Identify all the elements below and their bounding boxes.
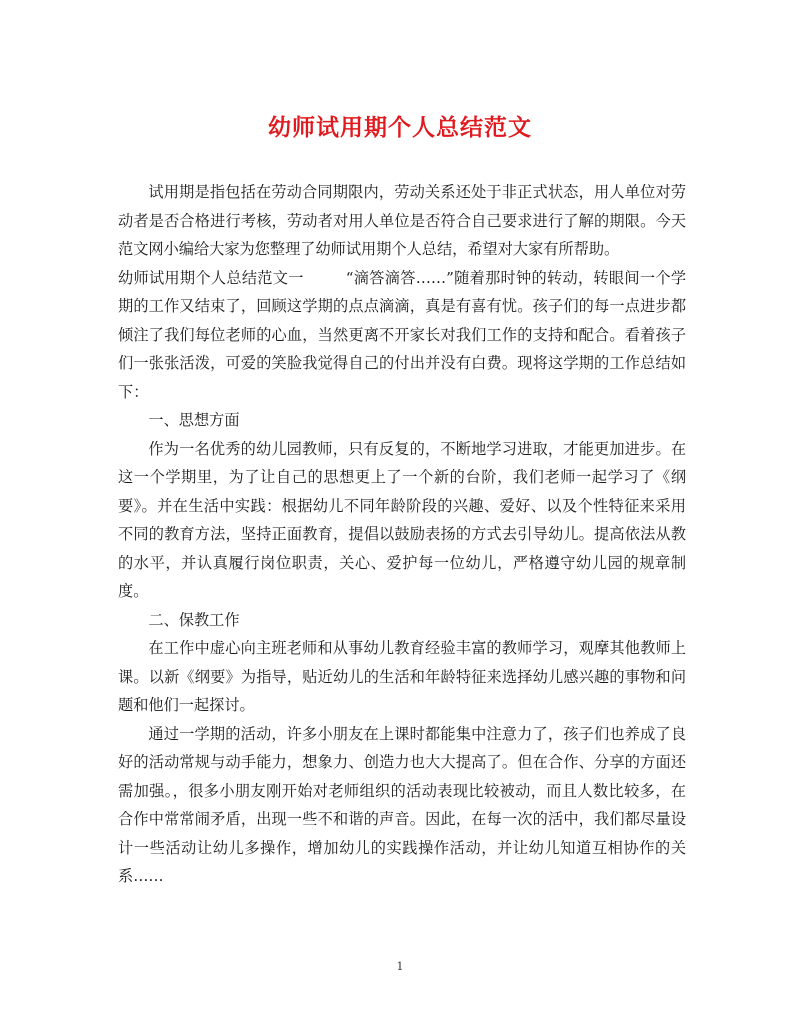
page-number: 1	[396, 960, 404, 973]
section-heading-thought: 一、思想方面	[148, 411, 240, 429]
section-text-care-1: 在工作中虚心向主班老师和从事幼儿教育经验丰富的教师学习，观摩其他教师上课。以新《纲要》为指导，贴近幼儿的生活和年龄特征来选择幼儿感兴趣的事物和问题和他们一起探讨。	[118, 639, 686, 714]
document-body	[118, 178, 686, 891]
sample-paragraph	[118, 264, 686, 407]
document-title: 幼师试用期个人总结范文	[268, 115, 532, 141]
sample-label: 幼师试用期个人总结范文一	[118, 268, 304, 287]
section-heading-care: 二、保教工作	[148, 610, 240, 629]
section-text-thought: 作为一名优秀的幼儿园教师，只有反复的，不断地学习进取，才能更加进步。在这一个学期里，为了让自己的思想更上了一个新的台阶，我们老师一起学习了《纲要》。并在生活中实践：根据幼儿不同年龄阶段的兴趣、爱好、以及个性特征来采用不同的教育方法，坚持正面教育，提倡以鼓励表扬的方式去引导幼儿。提高依法从教的水平，并认真履行岗位职责，关心、爱护每一位幼儿，严格遵守幼儿园的规章制度。	[118, 439, 686, 600]
sample-opening: “滴答滴答……”随着那时钟的转动，转眼间一个学期的工作又结束了，回顾这学期的点点滴滴，真是有喜有忧。孩子们的每一点进步都倾注了我们每位老师的心血，当然更离不开家长对我们工作的支持和配合。看着孩子们一张张活泼，可爱的笑脸我觉得自己的付出并没有白费。现将这学期的工作总结如下：	[118, 268, 687, 401]
intro-paragraph: 试用期是指包括在劳动合同期限内，劳动关系还处于非正式状态，用人单位对劳动者是否合格进行考核，劳动者对用人单位是否符合自己要求进行了解的期限。今天范文网小编给大家为您整理了幼师试用期个人总结，希望对大家有所帮助。	[118, 183, 686, 258]
section-text-care-2: 通过一学期的活动，许多小朋友在上课时都能集中注意力了，孩子们也养成了良好的活动常规与动手能力，想象力、创造力也大大提高了。但在合作、分享的方面还需加强。，很多小朋友刚开始对老师组织的活动表现比较被动，而且人数比较多，在合作中常常闹矛盾，出现一些不和谐的声音。因此，在每一次的活中，我们都尽量设计一些活动让幼儿多操作，增加幼儿的实践操作活动，并让幼儿知道互相协作的关系……	[118, 724, 686, 885]
